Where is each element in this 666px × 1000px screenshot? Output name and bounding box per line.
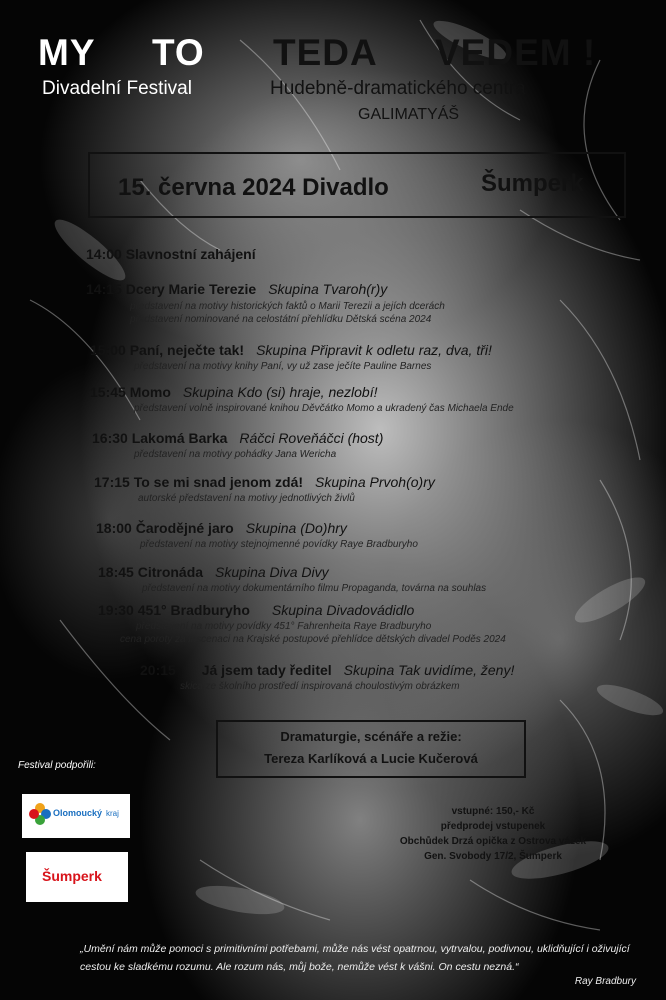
title-word-my: MY: [38, 32, 96, 73]
program-item: 19:30 451° Bradburyho Skupina Divadovádidlo představení na motivy povídky 451° Fahrenheita Raye Bradburyho cena poroty za inscenaci na Krajské postupové přehlídce dětských divadel Poděs 2024: [98, 602, 506, 645]
program-item: 16:30 Lakomá Barka Ráčci Roveňáčci (host) představení na motivy pohádky Jana Wericha: [92, 430, 384, 460]
quote-author: Ray Bradbury: [574, 976, 636, 987]
program-item: 17:15 To se mi snad jenom zdá! Skupina Prvoh(o)ry autorské představení na motivy jednotlivých živlů: [94, 474, 435, 504]
date-venue: 15. června 2024 Divadlo: [118, 174, 389, 201]
ticket-address: Gen. Svobody 17/2, Šumperk: [424, 851, 562, 862]
credits: [216, 726, 526, 770]
program-item: 15:00 Paní, neječte tak! Skupina Připravit k odletu raz, dva, tři! představení na motivy knihy Paní, vy už zase ječíte Pauline Barnes: [90, 342, 492, 372]
program-item: 14:15 Dcery Marie Terezie Skupina Tvaroh(r)y představení na motivy historických faktů o Marii Terezii a jejích dcerách představení nominované na celostátní přehlídku Dětská scéna 2024: [86, 281, 445, 325]
title-word-vedem: VEDEM !: [435, 32, 597, 73]
ticket-info: [376, 804, 610, 864]
program-item: 18:00 Čarodějné jaro Skupina (Do)hry představení na motivy stejnojmenné povídky Raye Bradburyho: [96, 520, 418, 550]
supporters-label: Festival podpořili:: [18, 760, 96, 771]
credits-names: Tereza Karlíková a Lucie Kučerová: [264, 751, 478, 766]
olomoucky-kraj-suffix: kraj: [106, 809, 119, 818]
flower-icon: [28, 802, 52, 826]
program-item: 20:15 Já jsem tady ředitel Skupina Tak uvidíme, ženy! skica ze školního prostředí inspirovaná choulostivým obrázkem: [140, 662, 515, 692]
ticket-presale: předprodej vstupenek: [440, 821, 546, 832]
ticket-price: vstupné: 150,- Kč: [451, 806, 535, 817]
program-item: 18:45 Citronáda Skupina Diva Divy představení na motivy dokumentárního filmu Propaganda, továrna na souhlas: [98, 564, 487, 594]
festival-subtitle: Divadelní Festival: [42, 78, 192, 99]
olomoucky-kraj-logo: [22, 794, 130, 838]
date-town: Šumperk: [481, 170, 584, 197]
centre-line2: GALIMATYÁŠ: [358, 106, 460, 123]
sumperk-logo-text: Šumperk: [42, 868, 102, 884]
program-item: 14:00 Slavnostní zahájení: [86, 246, 256, 262]
olomoucky-kraj-name: Olomoucký: [53, 808, 103, 818]
ticket-shop: Obchůdek Drzá opička z Ostrova vážek: [399, 836, 587, 847]
sumperk-logo: [26, 852, 128, 902]
credits-heading: Dramaturgie, scénáře a režie:: [280, 729, 462, 744]
title-word-teda: TEDA: [273, 32, 378, 73]
centre-line1: Hudebně-dramatického centra: [270, 78, 526, 99]
program-item: 15:45 Momo Skupina Kdo (si) hraje, nezlobí! představení volně inspirované knihou Děvčátko Momo a ukradený čas Michaela Ende: [90, 384, 514, 414]
quote-text: „Umění nám může pomoci s primitivními potřebami, může nás vést opatrnou, vytrvalou, podivnou, uklidňující i oživující cestou ke sladkému rozumu. Ale rozum nás, můj bože, nemůže vést k vášni. On cestu nezná.“: [80, 943, 630, 973]
title-word-to: TO: [152, 32, 205, 73]
